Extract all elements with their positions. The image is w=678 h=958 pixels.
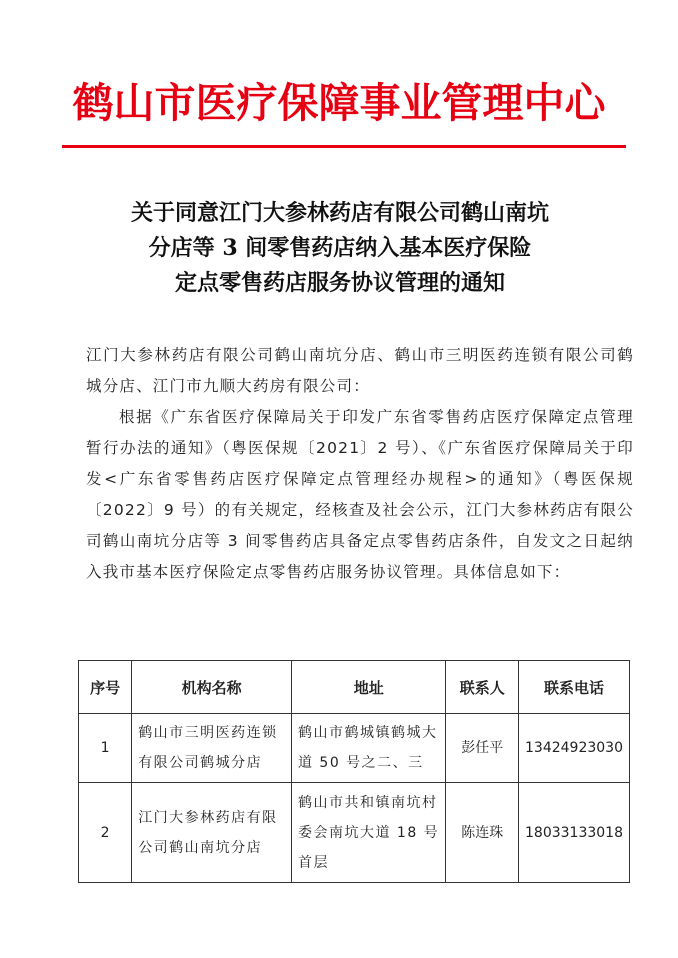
main-paragraph: 根据《广东省医疗保障局关于印发广东省零售药店医疗保障定点管理暂行办法的通知》（粤医保规〔2021〕2 号）、《广东省医疗保障局关于印发<广东省零售药店医疗保障定点管理经办规程>的通知》（粤医保规〔2022〕9 号）的有关规定，经核查及社会公示，江门大参林药店有限公司鹤山南坑分店等 3 间零售药店具备定点零售药店条件，自发文之日起纳入我市基本医疗保险定点零售药店服务协议管理。具体信息如下：: [86, 408, 634, 581]
header-no: 序号: [79, 661, 132, 714]
title-line-2: 分店等 3 间零售药店纳入基本医疗保险: [148, 235, 532, 261]
table-row: [79, 783, 630, 883]
row-name: 鹤山市三明医药连锁有限公司鹤城分店: [132, 714, 292, 783]
document-body: [86, 340, 634, 588]
header-contact: 联系人: [446, 661, 519, 714]
header-name: 机构名称: [132, 661, 292, 714]
table-header-row: [79, 661, 630, 714]
row-no: 2: [79, 783, 132, 883]
row-phone: 13424923030: [518, 714, 629, 783]
row-contact: 陈连珠: [446, 783, 519, 883]
title-line-3: 定点零售药店服务协议管理的通知: [174, 270, 505, 296]
masthead-title: 鹤山市医疗保障事业管理中心: [72, 79, 606, 127]
row-address: 鹤山市共和镇南坑村委会南坑大道 18 号首层: [291, 783, 445, 883]
masthead-red-rule: [62, 145, 626, 148]
row-contact: 彭任平: [446, 714, 519, 783]
document-title: [70, 196, 610, 301]
table-row: [79, 714, 630, 783]
pharmacy-table: [78, 660, 630, 883]
title-line-1: 关于同意江门大参林药店有限公司鹤山南坑: [130, 200, 549, 226]
row-no: 1: [79, 714, 132, 783]
row-phone: 18033133018: [518, 783, 629, 883]
addressees-paragraph: 江门大参林药店有限公司鹤山南坑分店、鹤山市三明医药连锁有限公司鹤城分店、江门市九顺大药房有限公司：: [86, 346, 634, 395]
row-address: 鹤山市鹤城镇鹤城大道 50 号之二、三: [291, 714, 445, 783]
header-phone: 联系电话: [518, 661, 629, 714]
row-name: 江门大参林药店有限公司鹤山南坑分店: [132, 783, 292, 883]
header-address: 地址: [291, 661, 445, 714]
